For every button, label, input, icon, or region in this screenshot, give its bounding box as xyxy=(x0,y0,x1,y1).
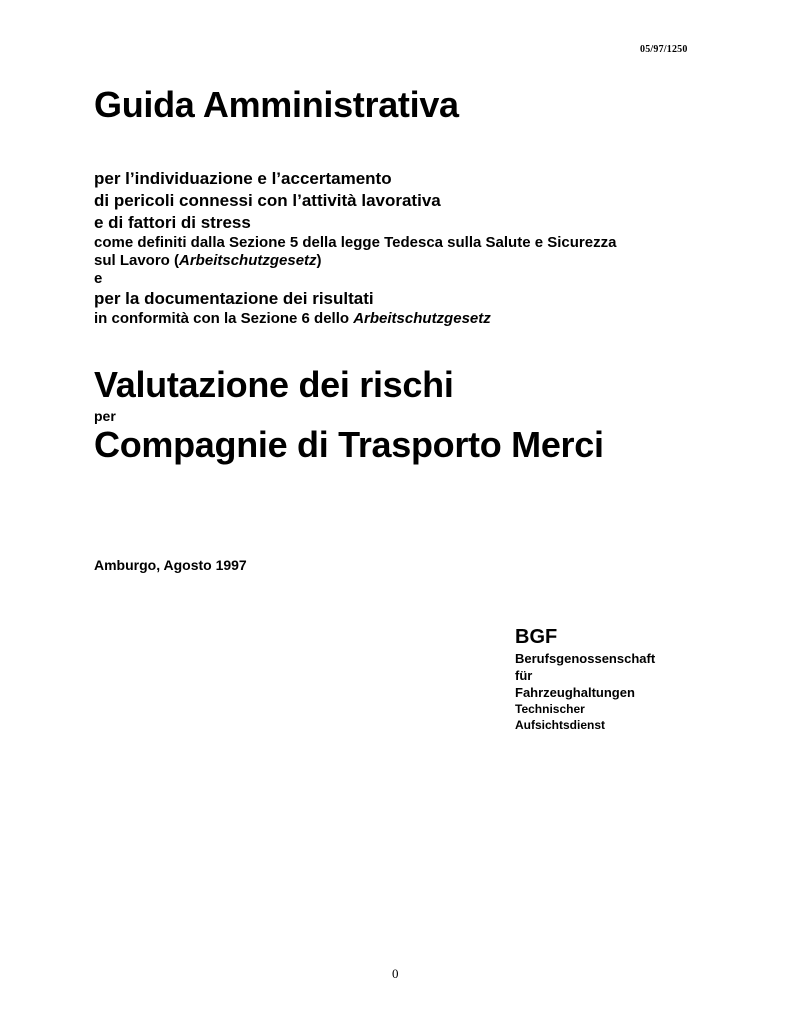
purpose-line-7: per la documentazione dei risultati xyxy=(94,289,374,308)
document-reference-number: 05/97/1250 xyxy=(640,44,688,55)
purpose-line-2: di pericoli connessi con l’attività lavorativa xyxy=(94,191,441,210)
purpose-line-4: come definiti dalla Sezione 5 della legge Tedesca sulla Salute e Sicurezza xyxy=(94,234,617,251)
companies-heading: Compagnie di Trasporto Merci xyxy=(94,424,604,465)
page-number: 0 xyxy=(392,966,399,981)
purpose-line-6: e xyxy=(94,270,103,287)
purpose-line-5-suffix: ) xyxy=(316,252,322,269)
law-name-italic-2: Arbeitschutzgesetz xyxy=(353,310,491,327)
issuer-line-2: für xyxy=(515,668,533,683)
issuer-acronym: BGF xyxy=(515,626,558,648)
risk-assessment-heading: Valutazione dei rischi xyxy=(94,364,454,405)
purpose-line-3: e di fattori di stress xyxy=(94,213,251,232)
issuer-line-4: Technischer xyxy=(515,702,585,716)
issuer-line-3: Fahrzeughaltungen xyxy=(515,685,635,700)
issuer-line-5: Aufsichtsdienst xyxy=(515,718,606,732)
document-title: Guida Amministrativa xyxy=(94,84,459,125)
purpose-line-8-prefix: in conformità con la Sezione 6 dello xyxy=(94,310,354,327)
purpose-line-5 xyxy=(94,252,616,270)
purpose-line-1: per l’individuazione e l’accertamento xyxy=(94,169,392,188)
issuer-block xyxy=(515,624,655,733)
purpose-statement xyxy=(94,168,616,328)
purpose-line-5-prefix: sul Lavoro ( xyxy=(94,252,180,269)
place-and-date: Amburgo, Agosto 1997 xyxy=(94,557,247,573)
connector-word: per xyxy=(94,408,116,424)
issuer-line-1: Berufsgenossenschaft xyxy=(515,651,656,666)
purpose-line-8 xyxy=(94,310,616,328)
law-name-italic: Arbeitschutzgesetz xyxy=(179,252,317,269)
